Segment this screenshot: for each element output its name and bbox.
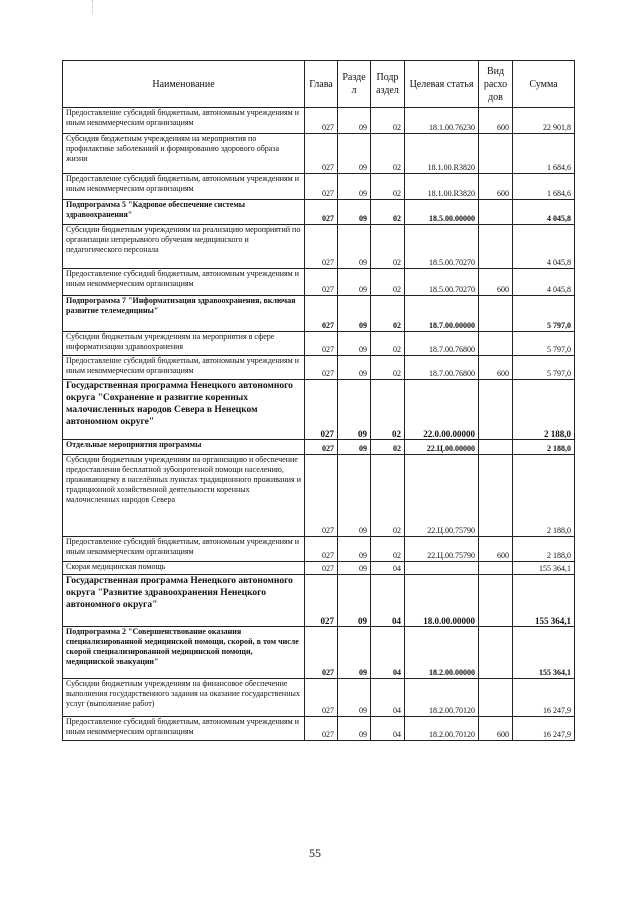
table-header-row: [63, 61, 575, 108]
cell-sum: 2 188,0: [513, 380, 575, 440]
cell-sub: 02: [371, 537, 405, 562]
cell-sub: 02: [371, 134, 405, 174]
cell-name: Государственная программа Ненецкого автономного округа "Развитие здравоохранения Ненецкого автономного округа": [63, 575, 305, 627]
cell-sum: 1 684,6: [513, 134, 575, 174]
cell-kind: [479, 225, 513, 269]
cell-section: 09: [338, 269, 371, 296]
cell-kind: [479, 296, 513, 332]
table-row: [63, 134, 575, 174]
cell-section: 09: [338, 455, 371, 537]
cell-name: Подпрограмма 2 "Совершенствование оказания специализированной медицинской помощи, скорой, в том числе скорой специализированной медицинской помощи, медицинской эвакуации": [63, 627, 305, 679]
cell-kind: [479, 562, 513, 575]
cell-kind: 600: [479, 174, 513, 200]
cell-name: Отдельные мероприятия программы: [63, 440, 305, 455]
cell-chapter: 027: [305, 174, 338, 200]
cell-target: 18.2.00.00000: [405, 627, 479, 679]
cell-sub: 02: [371, 356, 405, 380]
cell-target: 18.5.00.00000: [405, 200, 479, 225]
table-row: [63, 627, 575, 679]
cell-name: Субсидии бюджетным учреждениям на реализацию мероприятий по организации непрерывного обучения медицинского и педагогического персонала: [63, 225, 305, 269]
cell-sub: 02: [371, 108, 405, 134]
header-kind: Вид расхо дов: [479, 61, 513, 108]
cell-name: Предоставление субсидий бюджетным, автономным учреждениям и иным некоммерческим организациям: [63, 537, 305, 562]
cell-sub: 02: [371, 455, 405, 537]
cell-kind: [479, 134, 513, 174]
cell-section: 09: [338, 356, 371, 380]
cell-sub: 02: [371, 296, 405, 332]
cell-kind: [479, 455, 513, 537]
cell-chapter: 027: [305, 269, 338, 296]
scan-artifact: [92, 0, 94, 14]
cell-section: 09: [338, 134, 371, 174]
cell-chapter: 027: [305, 108, 338, 134]
cell-chapter: 027: [305, 575, 338, 627]
cell-section: 09: [338, 440, 371, 455]
cell-target: 18.0.00.00000: [405, 575, 479, 627]
cell-name: Подпрограмма 7 "Информатизация здравоохранения, включая развитие телемедицины": [63, 296, 305, 332]
budget-table: [62, 60, 575, 741]
cell-chapter: 027: [305, 225, 338, 269]
cell-target: 18.1.00.R3820: [405, 174, 479, 200]
cell-name: Предоставление субсидий бюджетным, автономным учреждениям и иным некоммерческим организациям: [63, 174, 305, 200]
cell-sub: 02: [371, 200, 405, 225]
cell-section: 09: [338, 225, 371, 269]
cell-name: Предоставление субсидий бюджетным, автономным учреждениям и иным некоммерческим организациям: [63, 717, 305, 741]
cell-section: 09: [338, 717, 371, 741]
header-chapter: Глава: [305, 61, 338, 108]
table-row: [63, 380, 575, 440]
cell-name: Субсидии бюджетным учреждениям на организацию и обеспечение предоставления бесплатной зубопротезной помощи населению, проживающему в населённых пунктах традиционного проживания и традиционной хозяйственной деятельности коренных малочисленных народов Севера: [63, 455, 305, 537]
cell-sub: 02: [371, 440, 405, 455]
header-section: Разде л: [338, 61, 371, 108]
table-row: [63, 200, 575, 225]
cell-chapter: 027: [305, 380, 338, 440]
cell-target: 22.Ц.00.75790: [405, 455, 479, 537]
cell-chapter: 027: [305, 537, 338, 562]
cell-name: Скорая медицинская помощь: [63, 562, 305, 575]
table-row: [63, 296, 575, 332]
cell-kind: 600: [479, 356, 513, 380]
cell-chapter: 027: [305, 134, 338, 174]
header-sum: Сумма: [513, 61, 575, 108]
cell-kind: [479, 575, 513, 627]
cell-kind: 600: [479, 108, 513, 134]
cell-section: 09: [338, 332, 371, 356]
cell-section: 09: [338, 679, 371, 717]
cell-chapter: 027: [305, 200, 338, 225]
cell-sum: 16 247,9: [513, 679, 575, 717]
cell-target: 18.1.00.76230: [405, 108, 479, 134]
cell-kind: [479, 332, 513, 356]
cell-sum: 5 797,0: [513, 296, 575, 332]
cell-target: 22.0.00.00000: [405, 380, 479, 440]
cell-sub: 04: [371, 575, 405, 627]
cell-section: 09: [338, 575, 371, 627]
cell-target: 22.Ц.00.00000: [405, 440, 479, 455]
cell-sum: 4 045,8: [513, 269, 575, 296]
cell-kind: 600: [479, 717, 513, 741]
cell-section: 09: [338, 296, 371, 332]
cell-chapter: 027: [305, 679, 338, 717]
cell-kind: 600: [479, 269, 513, 296]
table-row: [63, 174, 575, 200]
cell-sum: 1 684,6: [513, 174, 575, 200]
page-number: 55: [309, 846, 321, 860]
cell-chapter: 027: [305, 440, 338, 455]
cell-sub: 02: [371, 332, 405, 356]
cell-name: Предоставление субсидий бюджетным, автономным учреждениям и иным некоммерческим организациям: [63, 108, 305, 134]
cell-sub: 04: [371, 717, 405, 741]
cell-sum: 2 188,0: [513, 537, 575, 562]
cell-sub: 04: [371, 562, 405, 575]
cell-sum: 4 045,8: [513, 225, 575, 269]
cell-name: Подпрограмма 5 "Кадровое обеспечение системы здравоохранения": [63, 200, 305, 225]
cell-section: 09: [338, 200, 371, 225]
cell-chapter: 027: [305, 562, 338, 575]
cell-sub: 02: [371, 380, 405, 440]
cell-sum: 5 797,0: [513, 332, 575, 356]
cell-sum: 2 188,0: [513, 455, 575, 537]
cell-sub: 02: [371, 225, 405, 269]
cell-target: 18.2.00.70120: [405, 717, 479, 741]
cell-sum: 155 364,1: [513, 562, 575, 575]
table-row: [63, 225, 575, 269]
table-row: [63, 717, 575, 741]
cell-section: 09: [338, 562, 371, 575]
cell-sub: 02: [371, 174, 405, 200]
cell-name: Субсидии бюджетным учреждениям на мероприятия в сфере информатизации здравоохранения: [63, 332, 305, 356]
cell-chapter: 027: [305, 627, 338, 679]
table-row: [63, 440, 575, 455]
cell-kind: [479, 200, 513, 225]
cell-name: Предоставление субсидий бюджетным, автономным учреждениям и иным некоммерческим организациям: [63, 356, 305, 380]
cell-sum: 4 045,8: [513, 200, 575, 225]
cell-target: 18.5.00.70270: [405, 225, 479, 269]
header-subsection: Подр аздел: [371, 61, 405, 108]
cell-sum: 5 797,0: [513, 356, 575, 380]
cell-name: Предоставление субсидий бюджетным, автономным учреждениям и иным некоммерческим организациям: [63, 269, 305, 296]
cell-sum: 22 901,8: [513, 108, 575, 134]
table-row: [63, 455, 575, 537]
cell-sum: 155 364,1: [513, 575, 575, 627]
table-row: [63, 332, 575, 356]
cell-chapter: 027: [305, 356, 338, 380]
table-row: [63, 356, 575, 380]
cell-target: 18.2.00.70120: [405, 679, 479, 717]
cell-section: 09: [338, 537, 371, 562]
cell-target: 18.1.00.R3820: [405, 134, 479, 174]
cell-chapter: 027: [305, 455, 338, 537]
cell-sum: 155 364,1: [513, 627, 575, 679]
cell-sum: 2 188,0: [513, 440, 575, 455]
header-target: Целевая статья: [405, 61, 479, 108]
cell-kind: 600: [479, 537, 513, 562]
cell-target: [405, 562, 479, 575]
cell-target: 22.Ц.00.75790: [405, 537, 479, 562]
cell-section: 09: [338, 627, 371, 679]
cell-sub: 04: [371, 679, 405, 717]
cell-chapter: 027: [305, 296, 338, 332]
cell-chapter: 027: [305, 332, 338, 356]
cell-name: Государственная программа Ненецкого автономного округа "Сохранение и развитие коренных малочисленных народов Севера в Ненецком автономном округе": [63, 380, 305, 440]
cell-section: 09: [338, 108, 371, 134]
cell-sub: 02: [371, 269, 405, 296]
cell-kind: [479, 627, 513, 679]
cell-kind: [479, 440, 513, 455]
cell-sub: 04: [371, 627, 405, 679]
cell-target: 18.7.00.76800: [405, 356, 479, 380]
cell-kind: [479, 380, 513, 440]
cell-target: 18.7.00.00000: [405, 296, 479, 332]
cell-section: 09: [338, 174, 371, 200]
cell-kind: [479, 679, 513, 717]
table-row: [63, 679, 575, 717]
table-row: [63, 537, 575, 562]
table-row: [63, 269, 575, 296]
cell-sum: 16 247,9: [513, 717, 575, 741]
table-row: [63, 575, 575, 627]
cell-name: Субсидии бюджетным учреждениям на финансовое обеспечение выполнения государственного задания на оказание государственных услуг (выполнение работ): [63, 679, 305, 717]
cell-section: 09: [338, 380, 371, 440]
table-row: [63, 108, 575, 134]
header-name: Наименование: [63, 61, 305, 108]
cell-chapter: 027: [305, 717, 338, 741]
cell-target: 18.5.00.70270: [405, 269, 479, 296]
cell-target: 18.7.00.76800: [405, 332, 479, 356]
cell-name: Субсидия бюджетным учреждениям на мероприятия по профилактике заболеваний и формированию здорового образа жизни: [63, 134, 305, 174]
table-row: [63, 562, 575, 575]
